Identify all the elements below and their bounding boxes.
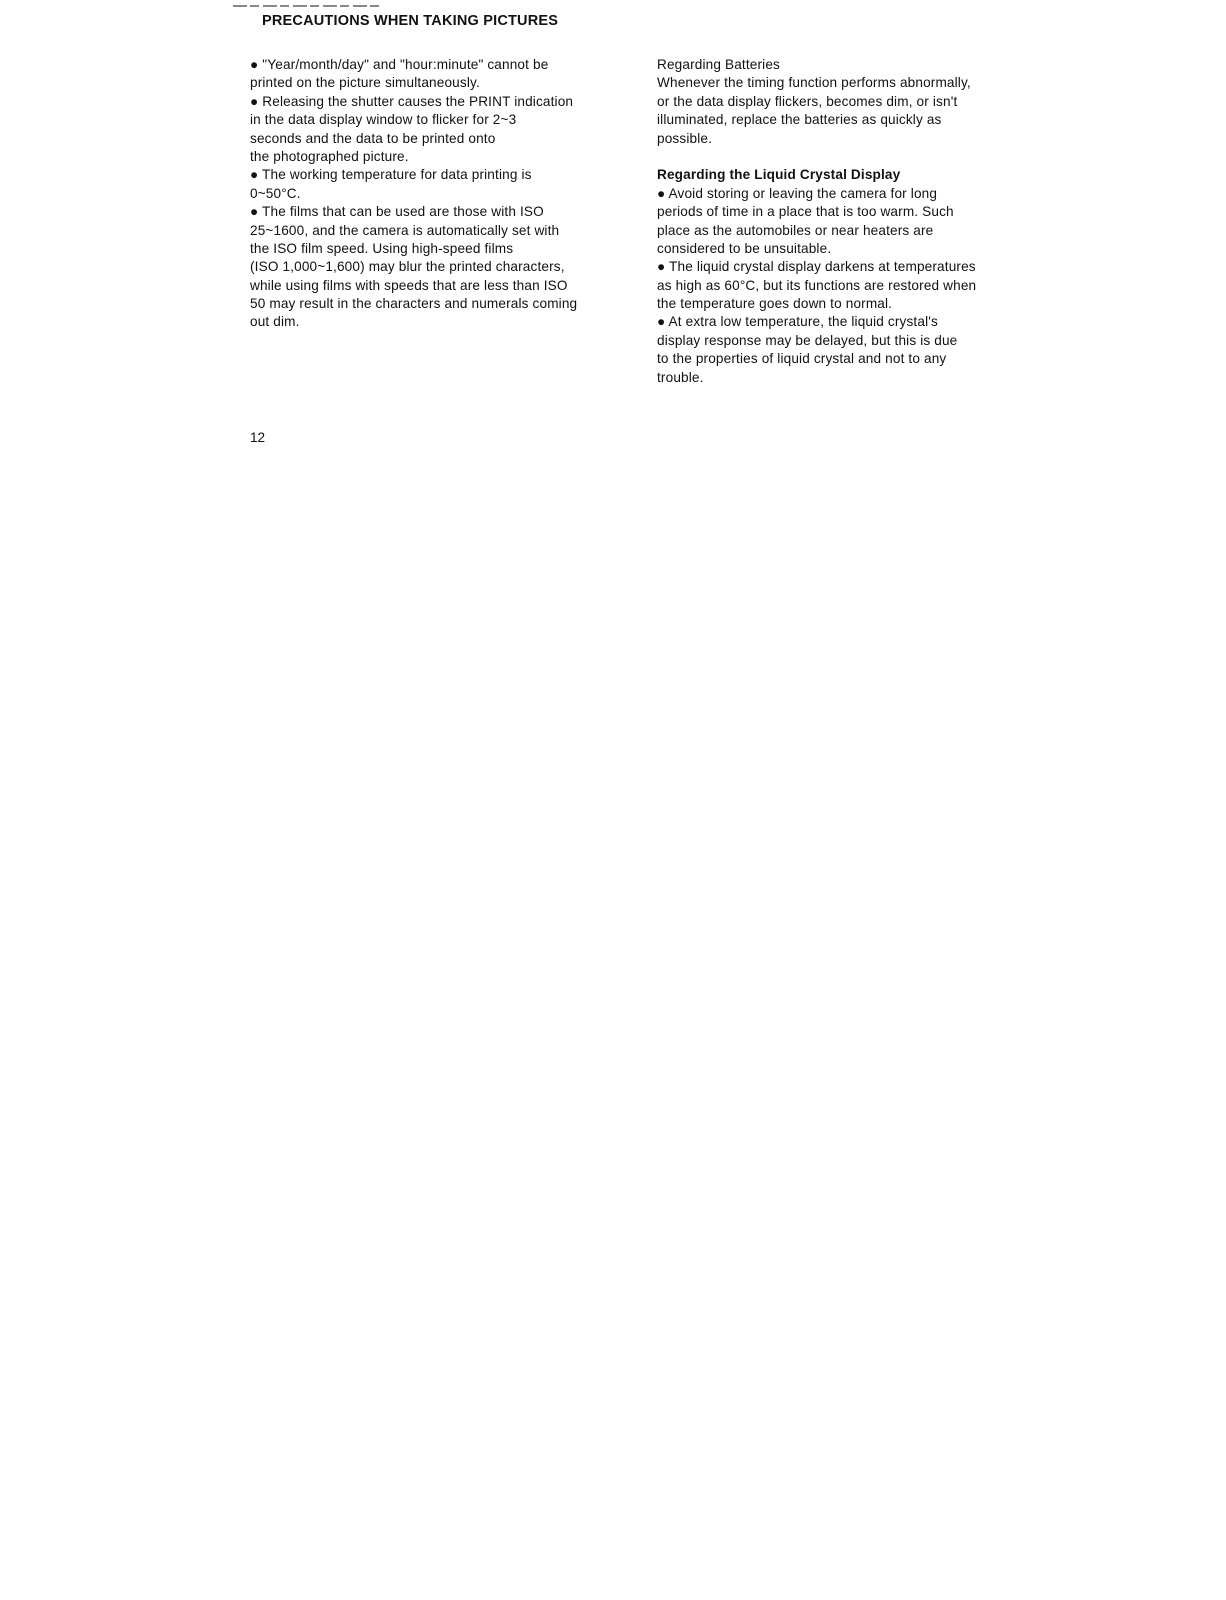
left-line: the ISO film speed. Using high-speed films: [250, 240, 514, 256]
page-number: 12: [250, 430, 266, 445]
left-line: 25~1600, and the camera is automatically set with: [250, 222, 560, 238]
left-line: ● "Year/month/day" and "hour:minute" cannot be: [250, 57, 549, 72]
lcd-line: ● Avoid storing or leaving the camera for long: [657, 185, 938, 201]
right-column: [657, 56, 1037, 387]
batteries-heading: Regarding Batteries: [657, 57, 780, 72]
left-line: ● Releasing the shutter causes the PRINT indication: [250, 93, 574, 109]
lcd-line: considered to be unsuitable.: [657, 240, 832, 256]
left-line: printed on the picture simultaneously.: [250, 75, 480, 91]
lcd-line: trouble.: [657, 369, 704, 385]
lcd-line: ● The liquid crystal display darkens at temperatures: [657, 259, 976, 275]
left-line: ● The working temperature for data printing is: [250, 167, 532, 183]
left-line: ● The films that can be used are those with ISO: [250, 204, 544, 220]
lcd-line: place as the automobiles or near heaters are: [657, 222, 934, 238]
left-column: [250, 56, 640, 332]
left-line: seconds and the data to be printed onto: [250, 130, 496, 146]
batteries-line: illuminated, replace the batteries as quickly as: [657, 112, 942, 128]
scan-artifact-line: [233, 5, 383, 7]
left-line: in the data display window to flicker for 2~3: [250, 112, 517, 128]
lcd-line: ● At extra low temperature, the liquid crystal's: [657, 314, 938, 330]
lcd-line: the temperature goes down to normal.: [657, 296, 893, 312]
batteries-line: Whenever the timing function performs abnormally,: [657, 75, 971, 91]
left-line: (ISO 1,000~1,600) may blur the printed characters,: [250, 259, 565, 275]
lcd-line: display response may be delayed, but this is due: [657, 332, 958, 348]
left-line: out dim.: [250, 314, 300, 330]
lcd-line: as high as 60°C, but its functions are restored when: [657, 277, 977, 293]
page-title: PRECAUTIONS WHEN TAKING PICTURES: [262, 13, 559, 29]
left-line: 0~50°C.: [250, 185, 301, 201]
left-line: 50 may result in the characters and numerals coming: [250, 296, 578, 312]
left-line: the photographed picture.: [250, 148, 409, 164]
lcd-line: to the properties of liquid crystal and not to any: [657, 351, 947, 367]
left-line: while using films with speeds that are less than ISO: [250, 277, 568, 293]
lcd-line: periods of time in a place that is too warm. Such: [657, 204, 954, 220]
batteries-line: possible.: [657, 130, 713, 146]
section-gap: [657, 148, 1037, 166]
lcd-heading: Regarding the Liquid Crystal Display: [657, 167, 901, 183]
batteries-line: or the data display flickers, becomes dim, or isn't: [657, 93, 958, 109]
